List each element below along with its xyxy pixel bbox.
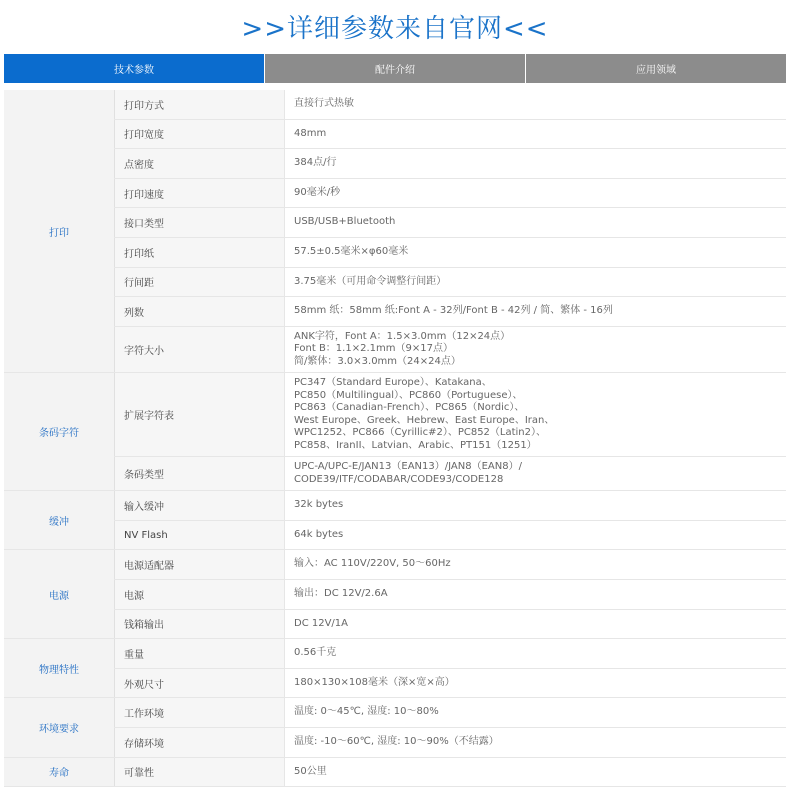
spec-value: [284, 728, 786, 757]
spec-value: [284, 580, 786, 609]
spec-value: [284, 669, 786, 698]
spec-row: [114, 610, 786, 639]
spec-rows: [114, 639, 786, 697]
spec-category: 物理特性: [4, 639, 114, 697]
spec-value-line: PC863（Canadian-French）、PC865（Nordic）、: [294, 402, 525, 414]
spec-row: [114, 268, 786, 298]
page-header: [0, 0, 790, 52]
spec-category: 电源: [4, 550, 114, 638]
spec-value-line: 0.56千克: [294, 647, 337, 659]
spec-value-line: Font B：1.1×2.1mm（9×17点）: [294, 343, 453, 355]
spec-row: [114, 580, 786, 610]
spec-value-line: CODE39/ITF/CODABAR/CODE93/CODE128: [294, 473, 504, 485]
spec-value-line: WPC1252、PC866（Cyrillic#2）、PC852（Latin2）、: [294, 427, 547, 439]
spec-value-line: 输入：AC 110V/220V, 50～60Hz: [294, 558, 451, 570]
tab-applications[interactable]: 应用领域: [525, 54, 786, 83]
tab-tech-specs[interactable]: 技术参数: [4, 54, 264, 83]
spec-table: [4, 90, 786, 787]
spec-value-line: 58mm 纸：58mm 纸:Font A - 32列/Font B - 42列 / 简、繁体 - 16列: [294, 305, 613, 317]
spec-value-line: 64k bytes: [294, 528, 344, 540]
spec-row: [114, 491, 786, 521]
spec-category: 条码字符: [4, 373, 114, 490]
spec-value-line: 温度: 0～45℃, 湿度: 10～80%: [294, 706, 439, 718]
spec-group: [4, 550, 786, 639]
spec-value-line: PC850（Multilingual）、PC860（Portuguese）、: [294, 389, 523, 401]
spec-label: NV Flash: [114, 521, 284, 550]
spec-category: 缓冲: [4, 491, 114, 549]
tab-accessories[interactable]: 配件介绍: [264, 54, 525, 83]
spec-group: [4, 639, 786, 698]
spec-label: 列数: [114, 297, 284, 326]
spec-label: 重量: [114, 639, 284, 668]
spec-row: [114, 120, 786, 150]
spec-value-line: 57.5±0.5毫米×φ60毫米: [294, 246, 409, 258]
spec-value-line: 90毫米/秒: [294, 186, 341, 198]
spec-label: 打印速度: [114, 179, 284, 208]
spec-label: 扩展字符表: [114, 373, 284, 456]
spec-value-line: 温度: -10～60℃, 湿度: 10～90%（不结露）: [294, 736, 499, 748]
spec-value: [284, 550, 786, 579]
spec-rows: [114, 491, 786, 549]
spec-value: [284, 208, 786, 237]
tab-bar: [4, 54, 786, 83]
spec-row: [114, 208, 786, 238]
spec-value: [284, 90, 786, 119]
spec-row: [114, 297, 786, 327]
spec-value: [284, 149, 786, 178]
spec-category: 寿命: [4, 758, 114, 787]
spec-value-line: ANK字符，Font A：1.5×3.0mm（12×24点）: [294, 330, 511, 342]
spec-value: [284, 327, 786, 373]
spec-rows: [114, 758, 786, 787]
spec-value-line: PC347（Standard Europe）、Katakana、: [294, 377, 492, 389]
spec-row: [114, 728, 786, 757]
spec-value: [284, 373, 786, 456]
spec-value-line: PC858、IranII、Latvian、Arabic、PT151（1251）: [294, 439, 537, 451]
spec-label: 电源: [114, 580, 284, 609]
spec-label: 字符大小: [114, 327, 284, 373]
spec-value-line: 32k bytes: [294, 499, 344, 511]
spec-row: [114, 669, 786, 698]
spec-group: [4, 90, 786, 373]
spec-value: [284, 698, 786, 727]
spec-value-line: 输出：DC 12V/2.6A: [294, 588, 388, 600]
spec-row: [114, 550, 786, 580]
spec-label: 电源适配器: [114, 550, 284, 579]
spec-label: 接口类型: [114, 208, 284, 237]
spec-label: 条码类型: [114, 457, 284, 490]
spec-value-line: USB/USB+Bluetooth: [294, 216, 396, 228]
spec-value: [284, 521, 786, 550]
spec-row: [114, 457, 786, 490]
spec-rows: [114, 373, 786, 490]
spec-value: [284, 238, 786, 267]
spec-label: 输入缓冲: [114, 491, 284, 520]
spec-category: 环境要求: [4, 698, 114, 756]
spec-label: 存储环境: [114, 728, 284, 757]
spec-label: 打印纸: [114, 238, 284, 267]
spec-row: [114, 758, 786, 787]
spec-value: [284, 297, 786, 326]
spec-row: [114, 327, 786, 373]
spec-label: 外观尺寸: [114, 669, 284, 698]
spec-value: [284, 179, 786, 208]
spec-value: [284, 457, 786, 490]
spec-category: 打印: [4, 90, 114, 372]
spec-value-line: 3.75毫米（可用命令调整行间距）: [294, 275, 447, 287]
spec-label: 工作环境: [114, 698, 284, 727]
spec-label: 打印方式: [114, 90, 284, 119]
spec-label: 点密度: [114, 149, 284, 178]
spec-value: [284, 120, 786, 149]
spec-row: [114, 238, 786, 268]
spec-value: [284, 639, 786, 668]
spec-row: [114, 521, 786, 550]
spec-row: [114, 373, 786, 457]
spec-value-line: 50公里: [294, 765, 327, 777]
spec-value: [284, 491, 786, 520]
spec-value: [284, 268, 786, 297]
spec-value: [284, 610, 786, 639]
spec-value-line: 48mm: [294, 127, 327, 139]
spec-row: [114, 639, 786, 669]
spec-label: 钱箱输出: [114, 610, 284, 639]
spec-label: 打印宽度: [114, 120, 284, 149]
spec-value-line: 384点/行: [294, 157, 337, 169]
spec-group: [4, 698, 786, 757]
spec-value: [284, 758, 786, 787]
spec-value-line: 180×130×108毫米（深×宽×高）: [294, 676, 455, 688]
spec-group: [4, 491, 786, 550]
spec-value-line: 直接行式热敏: [294, 98, 354, 110]
spec-row: [114, 179, 786, 209]
spec-value-line: 简/繁体：3.0×3.0mm（24×24点）: [294, 355, 461, 367]
spec-value-line: DC 12V/1A: [294, 617, 348, 629]
spec-value-line: UPC-A/UPC-E/JAN13（EAN13）/JAN8（EAN8）/: [294, 461, 522, 473]
spec-rows: [114, 90, 786, 372]
spec-row: [114, 149, 786, 179]
spec-group: [4, 758, 786, 788]
spec-row: [114, 698, 786, 728]
spec-rows: [114, 698, 786, 756]
spec-row: [114, 90, 786, 120]
spec-rows: [114, 550, 786, 638]
page-title: >>详细参数来自官网<<: [241, 13, 549, 44]
spec-label: 可靠性: [114, 758, 284, 787]
spec-value-line: West Europe、Greek、Hebrew、East Europe、Iran、: [294, 414, 555, 426]
spec-label: 行间距: [114, 268, 284, 297]
spec-group: [4, 373, 786, 491]
